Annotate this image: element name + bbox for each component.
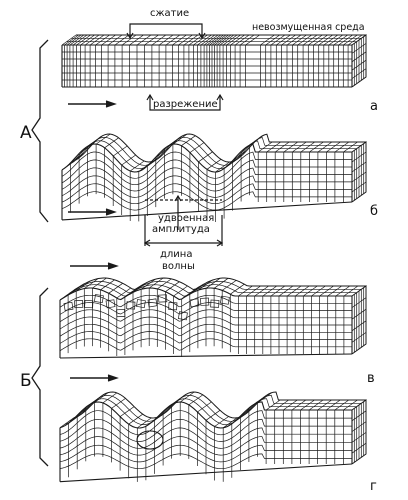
top-grid-line: [295, 286, 309, 296]
top-grid-line: [326, 142, 340, 152]
top-grid-line: [159, 35, 173, 45]
panel-label-a: а: [370, 99, 378, 114]
particle-orbit-ellipse: [137, 431, 163, 449]
top-grid-line: [166, 35, 180, 45]
block-v: [60, 278, 366, 358]
top-grid-line: [311, 286, 325, 296]
top-grid-line: [165, 282, 179, 292]
top-grid-line: [326, 400, 340, 410]
top-grid-line: [163, 402, 177, 412]
top-grid-line: [343, 400, 357, 410]
top-grid-line: [267, 142, 281, 152]
top-grid-line: [344, 286, 358, 296]
top-grid-line: [130, 35, 144, 45]
top-grid-line: [223, 35, 237, 45]
front-bottom-edge: [60, 354, 352, 358]
top-grid-line: [156, 147, 170, 157]
panel-label-v: в: [367, 371, 375, 386]
top-grid-line: [223, 418, 237, 428]
section-brace-b: [32, 288, 48, 466]
top-left-edge: [60, 418, 74, 428]
compression-label: сжатие: [150, 8, 190, 19]
top-grid-line: [301, 142, 315, 152]
top-grid-line: [94, 393, 108, 403]
panel-label-g: г: [370, 479, 377, 494]
top-grid-line: [133, 282, 147, 292]
top-grid-line: [113, 146, 127, 156]
top-grid-line: [258, 393, 272, 403]
top-grid-line: [309, 142, 323, 152]
top-grid-line: [292, 142, 306, 152]
top-grid-line: [145, 35, 159, 45]
top-grid-line: [320, 286, 334, 296]
wavelength-label-2: волны: [162, 261, 195, 272]
top-grid-line: [108, 35, 122, 45]
top-grid-line: [344, 142, 358, 152]
panel-label-b: б: [370, 204, 379, 219]
section-brace-a: [32, 40, 48, 222]
top-grid-line: [275, 400, 289, 410]
top-grid-line: [79, 144, 93, 154]
top-grid-line: [73, 35, 87, 45]
top-grid-line: [275, 142, 289, 152]
top-grid-line: [309, 400, 323, 410]
section-label-b: Б: [20, 371, 32, 391]
top-grid-line: [263, 286, 277, 296]
top-grid-line: [102, 35, 116, 45]
top-grid-line: [152, 35, 166, 45]
broken-block-cell: [106, 300, 115, 308]
top-grid-line: [303, 286, 317, 296]
top-grid-line: [137, 35, 151, 45]
top-grid-line: [115, 35, 129, 45]
block-b: [62, 134, 366, 222]
top-grid-line: [335, 400, 349, 410]
top-grid-line: [172, 35, 186, 45]
front-top-edge: [62, 144, 352, 172]
block-g: [60, 392, 366, 482]
undisturbed-medium-label: невозмущенная среда: [252, 22, 365, 33]
direction-arrow-b-head: [106, 209, 115, 215]
double-amplitude-label-1: удвоенная: [158, 213, 215, 224]
broken-block-cell: [85, 300, 93, 307]
direction-arrow-a-head: [106, 101, 115, 107]
top-grid-line: [335, 142, 349, 152]
top-grid-line: [67, 141, 357, 169]
top-grid-line: [173, 134, 187, 144]
double-amplitude-label-2: амплитуда: [152, 224, 210, 235]
back-top-edge: [76, 134, 366, 162]
top-grid-line: [271, 286, 285, 296]
top-grid-line: [233, 151, 247, 161]
top-grid-line: [318, 400, 332, 410]
broken-block-cell: [201, 298, 209, 305]
top-grid-line: [240, 406, 254, 416]
top-grid-line: [318, 142, 332, 152]
top-grid-line: [279, 286, 293, 296]
top-grid-line: [77, 405, 91, 415]
direction-arrow-v-head: [108, 263, 117, 269]
rarefaction-label: разрежение: [153, 99, 218, 110]
top-grid-line: [292, 400, 306, 410]
top-grid-line: [255, 286, 269, 296]
wavelength-label-1: длина: [160, 249, 193, 260]
block-a: [62, 35, 366, 87]
top-grid-line: [301, 400, 315, 410]
section-label-a: А: [20, 123, 32, 143]
top-grid-line: [287, 286, 301, 296]
direction-arrow-g-head: [108, 375, 117, 381]
top-grid-line: [238, 286, 252, 296]
top-grid-line: [283, 400, 297, 410]
top-grid-line: [103, 393, 117, 403]
top-grid-line: [284, 142, 298, 152]
top-grid-line: [258, 142, 272, 152]
top-grid-line: [199, 152, 213, 162]
top-grid-line: [336, 286, 350, 296]
top-grid-line: [328, 286, 342, 296]
top-grid-line: [247, 286, 261, 296]
